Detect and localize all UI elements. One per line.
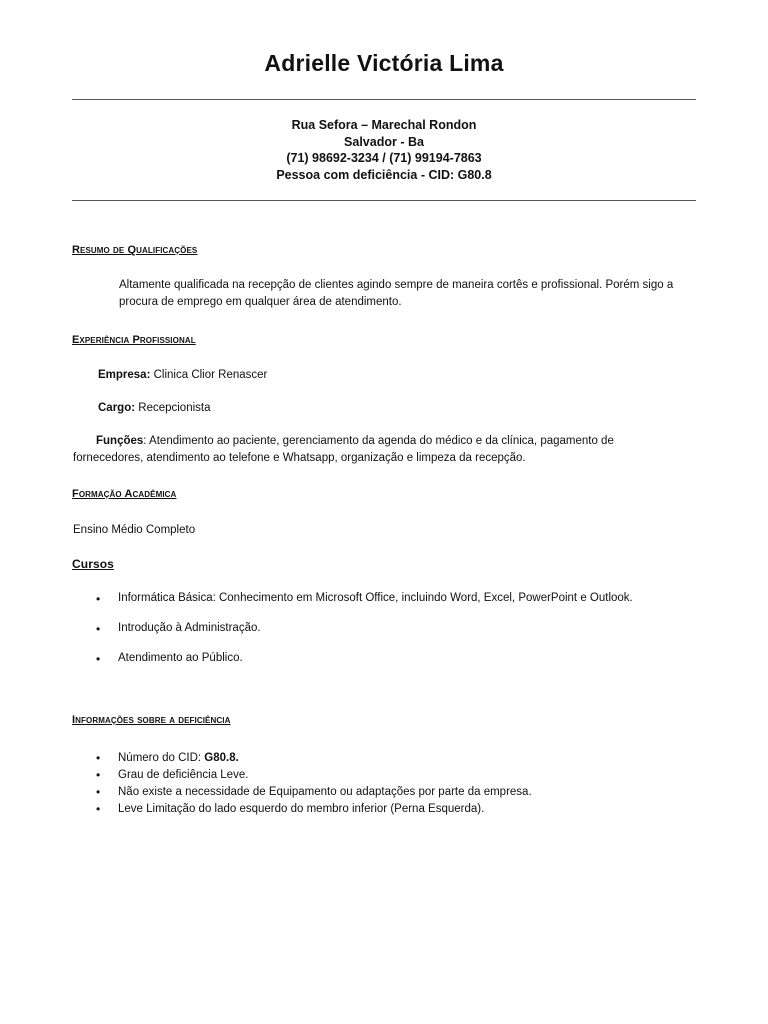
header-divider-bottom	[72, 200, 696, 201]
funcoes-label: Funções	[96, 435, 144, 447]
list-item-cid	[96, 750, 532, 767]
deficiencia-list	[96, 750, 532, 818]
section-title-experiencia: Experiência Profissional	[72, 334, 196, 346]
empresa-line	[98, 367, 267, 384]
empresa-label: Empresa:	[98, 369, 151, 381]
list-item: • Leve Limitação do lado esquerdo do membro inferior (Perna Esquerda).	[96, 801, 532, 818]
list-item: • Introdução à Administração.	[96, 622, 633, 634]
funcoes-line-2: fornecedores, atendimento ao telefone e Whatsapp, organização e limpeza da recepção.	[73, 451, 526, 464]
cargo-label: Cargo:	[98, 402, 136, 414]
list-item: • Grau de deficiência Leve.	[96, 767, 532, 784]
formacao-text: Ensino Médio Completo	[73, 524, 196, 536]
list-item: • Não existe a necessidade de Equipamento ou adaptações por parte da empresa.	[96, 784, 532, 801]
disability-line: Pessoa com deficiência - CID: G80.8	[276, 167, 492, 182]
section-title-resumo: Resumo de Qualificações	[72, 244, 198, 256]
contact-block	[0, 117, 768, 183]
cid-value: G80.8.	[204, 752, 239, 764]
list-item: • Atendimento ao Público.	[96, 652, 633, 664]
section-title-formacao: Formação Acadêmica	[72, 488, 177, 500]
candidate-name: Adrielle Victória Lima	[264, 50, 504, 76]
resumo-text	[119, 277, 719, 310]
resumo-line-2: procura de emprego em qualquer área de atendimento.	[119, 295, 402, 308]
funcoes-text-1: : Atendimento ao paciente, gerenciamento da agenda do médico e da clínica, pagamento de	[143, 435, 614, 447]
address-line: Rua Sefora – Marechal Rondon	[291, 118, 477, 132]
list-item: • Informática Básica: Conhecimento em Microsoft Office, incluindo Word, Excel, PowerPoint e Outlook.	[96, 592, 633, 604]
funcoes-block	[73, 433, 713, 466]
city-line: Salvador - Ba	[344, 134, 424, 149]
funcoes-line-1	[73, 433, 713, 450]
cargo-line	[98, 400, 211, 417]
empresa-value: Clinica Clior Renascer	[150, 369, 268, 381]
header-divider-top	[72, 99, 696, 100]
phone-line: (71) 98692-3234 / (71) 99194-7863	[286, 151, 482, 165]
cid-label: Número do CID:	[118, 752, 205, 764]
cargo-value: Recepcionista	[135, 402, 211, 414]
section-title-cursos: Cursos	[72, 557, 114, 571]
resumo-line-1: Altamente qualificada na recepção de clientes agindo sempre de maneira cortês e profissional. Porém sigo a	[119, 279, 674, 291]
cursos-list	[96, 592, 633, 664]
section-title-deficiencia: Informações sobre a deficiência	[72, 714, 231, 726]
